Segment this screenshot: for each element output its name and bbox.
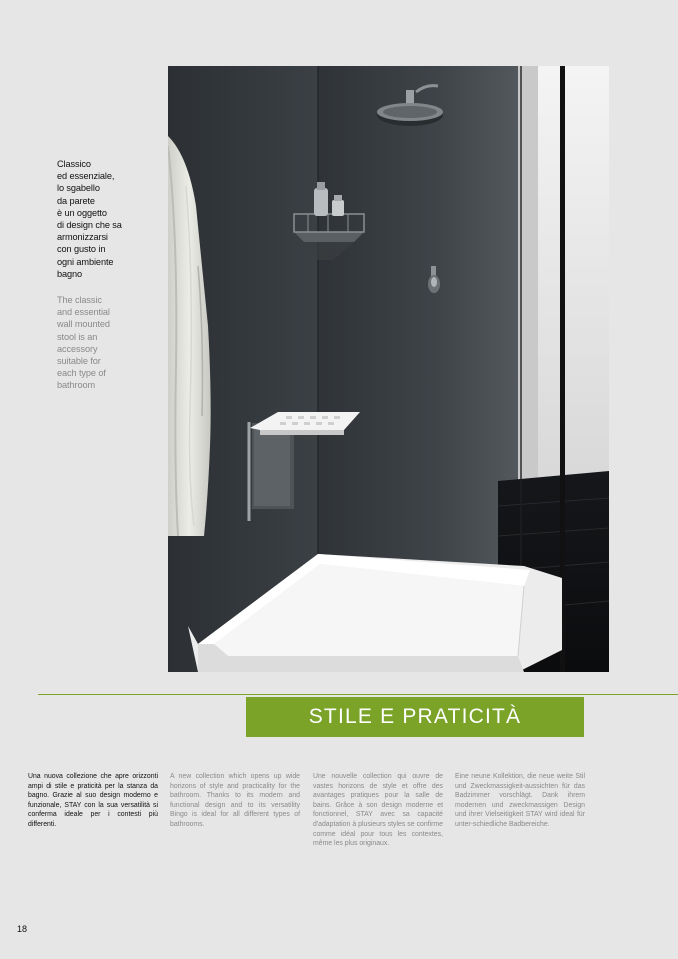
shower-photo [168, 66, 609, 672]
section-banner [246, 697, 584, 737]
divider-line [38, 694, 678, 695]
page-number: 18 [17, 924, 28, 934]
shower-scene-illustration [168, 66, 609, 672]
body-text-italian: Una nuova collezione che apre orizzonti ampi di stile e praticità per la stanza da bagno. Grazie al suo design moderno e funzionale, STAY con la sua versatilità si conferma ideale per i contesti più differenti. [28, 773, 158, 828]
caption-english: The classic and essential wall mounted stool is an accessory suitable for each type of bathroom [57, 295, 110, 391]
caption-italian: Classico ed essenziale, lo sgabello da parete è un oggetto di design che sa armonizzarsi con gusto in ogni ambiente bagno [57, 159, 122, 279]
body-text-english: A new collection which opens up wide horizons of style and practicality for the bathroom. Thanks to its modern and functional design and to its versatility Bingo is ideal for all different types of bathrooms. [170, 773, 300, 828]
body-text-french: Une nouvelle collection qui ouvre de vastes horizons de style et offre des avantages pratiques pour la salle de bains. Grâce à son design moderne et fonctionnel, STAY avec sa capacité d'adaptation à plusieurs styles se confirme comme idéal pour tous les contextes, même les plus originaux. [313, 773, 443, 848]
body-text-german: Eine neune Kollektion, die neue weite Stil und Zweckmassigkeit-aussichten für das Badzimmer vorschlägt. Dank ihrem modernen und zweckmassigen Design und ihrer Vielseitigkeit STAY wird ideal für unter-schiedliche Badbereiche. [455, 773, 585, 828]
section-title: STILE E PRATICITÀ [308, 705, 522, 728]
